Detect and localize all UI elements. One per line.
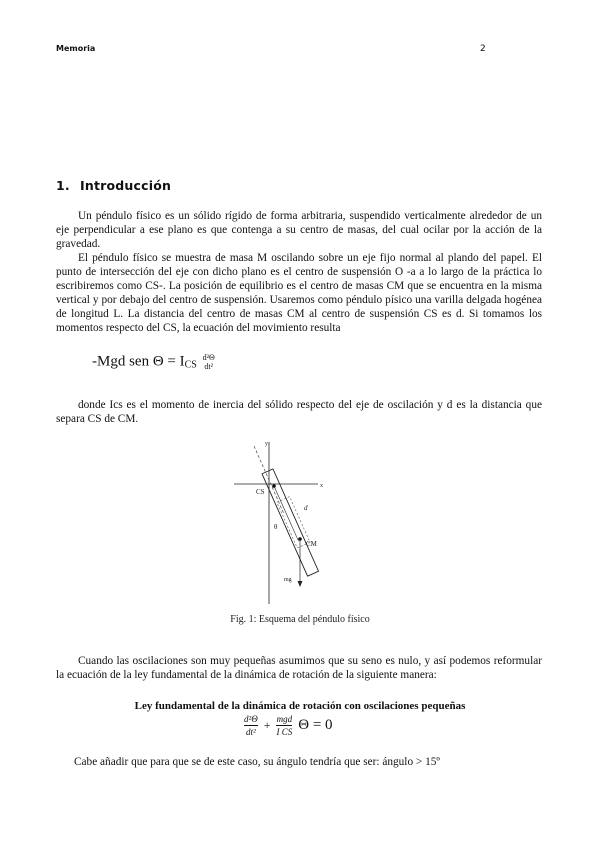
suspension-point [272, 484, 276, 488]
page-number: 2 [480, 44, 486, 54]
equation-motion-numerator: d²Θ [202, 353, 215, 362]
paragraph-small-oscillations-text: Cuando las oscilaciones son muy pequeñas asumimos que su seno es nulo, y así podemos reformular la ecuación de la ley fundamental de la dinámica de rotación de la siguiente manera: [56, 655, 542, 681]
label-y: y [265, 441, 268, 447]
label-cm: CM [306, 540, 317, 548]
equation-plus: + [263, 718, 271, 732]
paragraph-angle-note: Cabe añadir que para que se de este caso, su ángulo tendría que ser: ángulo > 15º [74, 756, 440, 768]
paragraph-definition-text: Un péndulo físico es un sólido rígido de forma arbitraria, suspendido verticalmente alrededor de un eje perpendicular a ese plano es que contenga a su centro de masas, del cual ocilar por la acción de la gravedad. [56, 210, 542, 250]
equation-small-oscillations [244, 714, 333, 737]
paragraph-description-text: El péndulo físico se muestra de masa M oscilando sobre un eje fijo normal al plando del papel. El punto de intersección del eje con dicho plano es el centro de suspensión O -a a lo largo de la práctica lo escribiremos como CS-. La posición de equilibrio es el centro de masas CM que se encuentra en la misma vertical y por debajo del centro de suspensión. Usaremos como péndulo písico una varilla delgada hogénea de longitud L. La distancia del centro de masas CM al centro de suspensión CS es d. Si tomamos los momentos respecto del CS, la ecuación del movimiento resulta [56, 252, 542, 334]
label-d: d [304, 504, 308, 512]
equation-motion [92, 353, 215, 371]
pendulum-svg [222, 436, 342, 608]
equation-motion-fraction [203, 353, 215, 371]
label-mg: mg [284, 577, 292, 583]
equation-rhs: Θ = 0 [298, 717, 333, 733]
paragraph-inertia-text: donde Ics es el momento de inercia del sólido respecto del eje de oscilación y d es la distancia que separa CS de CM. [56, 399, 542, 425]
label-x: x [320, 483, 323, 489]
equation-fraction-1-numerator: d²Θ [244, 714, 258, 724]
header-title: Memoria [56, 44, 96, 53]
law-title: Ley fundamental de la dinámica de rotación con oscilaciones pequeñas [134, 700, 466, 712]
paragraph-description [56, 251, 542, 335]
section-title: Introducción [80, 178, 172, 193]
label-cs: CS [256, 488, 265, 496]
paragraph-inertia [56, 398, 542, 426]
equation-fraction-1 [244, 714, 258, 737]
section-number: 1. [56, 178, 70, 193]
equation-motion-lhs: -Mgd sen Θ = I [92, 353, 185, 370]
equation-fraction-2-numerator: mgd [276, 714, 293, 724]
label-theta: θ [274, 523, 278, 531]
distance-line [274, 486, 298, 541]
equation-fraction-1-denominator: dt² [246, 727, 256, 737]
equation-motion-denominator: dt² [204, 362, 214, 371]
equation-fraction-2-denominator: I CS [276, 727, 293, 737]
weight-arrow-head [298, 581, 303, 587]
paragraph-definition [56, 209, 542, 251]
figure-caption: Fig. 1: Esquema del péndulo físico [230, 614, 370, 625]
section-heading [56, 178, 171, 193]
pendulum-diagram [222, 436, 342, 608]
paragraph-small-oscillations [56, 654, 542, 682]
equation-fraction-2 [276, 714, 292, 737]
equation-motion-subscript: CS [184, 359, 197, 371]
